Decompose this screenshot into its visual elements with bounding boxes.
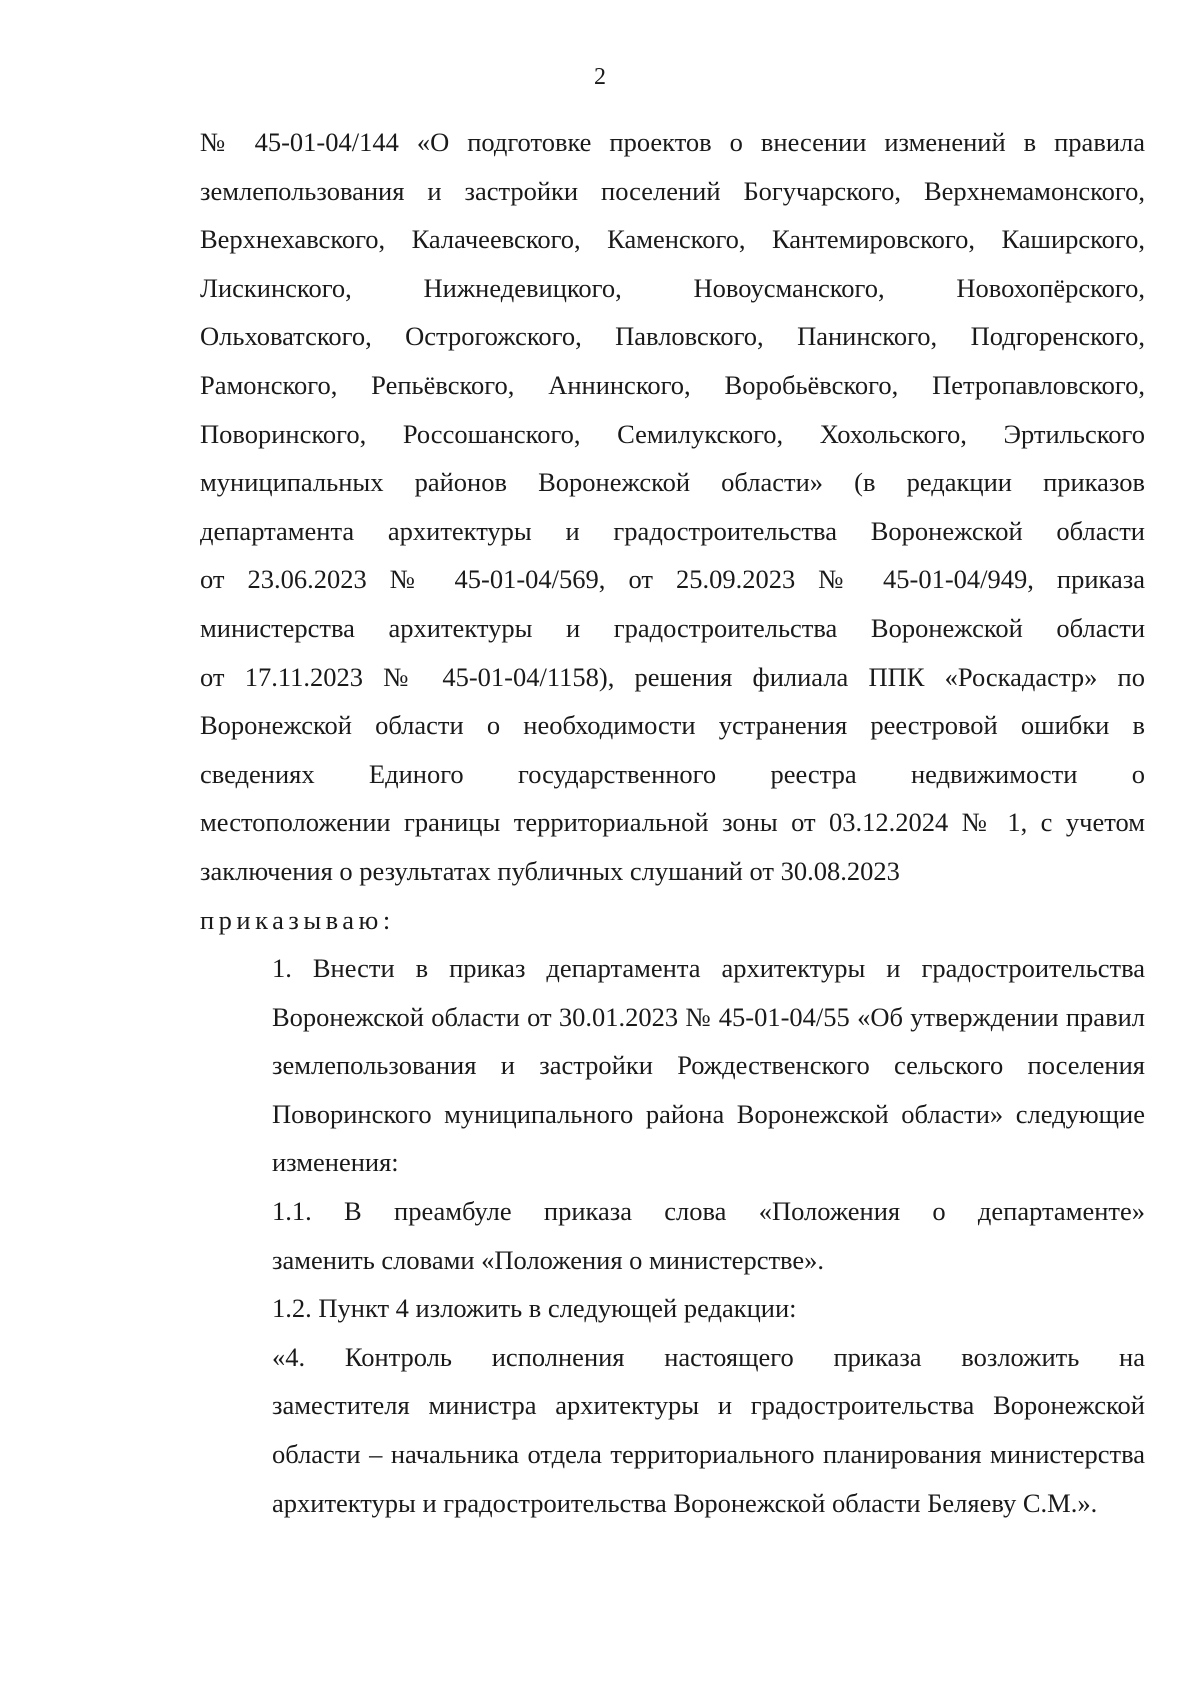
page-number: 2 [594, 64, 606, 90]
text-line: местоположении границы территориальной зоны от 03.12.2024 № 1, с учетом [200, 807, 1145, 838]
text-line: заместителя министра архитектуры и градостроительства Воронежской [272, 1390, 1145, 1421]
text-line: 1.2. Пункт 4 изложить в следующей редакции: [272, 1293, 797, 1324]
text-line: сведениях Единого государственного реестра недвижимости о [200, 758, 1145, 789]
text-line: 1. Внести в приказ департамента архитектуры и градостроительства [272, 953, 1145, 984]
text-line: 1.1. В преамбуле приказа слова «Положения о департаменте» [272, 1196, 1145, 1227]
text-line: Поворинского муниципального района Воронежской области» следующие [272, 1098, 1145, 1129]
text-line: муниципальных районов Воронежской области» (в редакции приказов [200, 467, 1145, 498]
text-line: Рамонского, Репьёвского, Аннинского, Воробьёвского, Петропавловского, [200, 369, 1145, 400]
item-1-1-paragraph [200, 1187, 1145, 1284]
text-line: Верхнехавского, Калачеевского, Каменского, Кантемировского, Каширского, [200, 224, 1145, 255]
document-body [200, 118, 1145, 1527]
item-1-paragraph [200, 944, 1145, 1187]
text-line: «4. Контроль исполнения настоящего приказа возложить на [272, 1341, 1145, 1372]
text-line: от 17.11.2023 № 45-01-04/1158), решения филиала ППК «Роскадастр» по [200, 661, 1145, 692]
text-line: землепользования и застройки поселений Богучарского, Верхнемамонского, [200, 175, 1145, 206]
item-4-quote-paragraph [200, 1333, 1145, 1527]
text-line: департамента архитектуры и градостроительства Воронежской области [200, 515, 1145, 546]
text-line: заключения о результатах публичных слушаний от 30.08.2023 [200, 855, 900, 886]
text-line: № 45-01-04/144 «О подготовке проектов о внесении изменений в правила [200, 127, 1145, 157]
text-line: изменения: [272, 1147, 399, 1178]
text-line: от 23.06.2023 № 45-01-04/569, от 25.09.2023 № 45-01-04/949, приказа [200, 564, 1145, 595]
text-line: Лискинского, Нижнедевицкого, Новоусманского, Новохопёрского, [200, 272, 1145, 303]
text-line: области – начальника отдела территориального планирования министерства [272, 1439, 1145, 1470]
item-1-2-paragraph [200, 1284, 1145, 1333]
text-line: Ольховатского, Острогожского, Павловского, Панинского, Подгоренского, [200, 321, 1145, 352]
text-line: министерства архитектуры и градостроительства Воронежской области [200, 612, 1145, 643]
text-line: архитектуры и градостроительства Воронежской области Беляеву С.М.». [272, 1487, 1098, 1518]
text-line: Воронежской области от 30.01.2023 № 45-01-04/55 «Об утверждении правил [272, 1001, 1145, 1032]
text-line: Воронежской области о необходимости устранения реестровой ошибки в [200, 710, 1145, 741]
text-line: Поворинского, Россошанского, Семилукского, Хохольского, Эртильского [200, 418, 1145, 449]
text-line: землепользования и застройки Рождественского сельского поселения [272, 1050, 1145, 1081]
preamble-paragraph [200, 118, 1145, 896]
order-word: приказываю: [200, 904, 395, 935]
text-line: заменить словами «Положения о министерстве». [272, 1244, 825, 1275]
